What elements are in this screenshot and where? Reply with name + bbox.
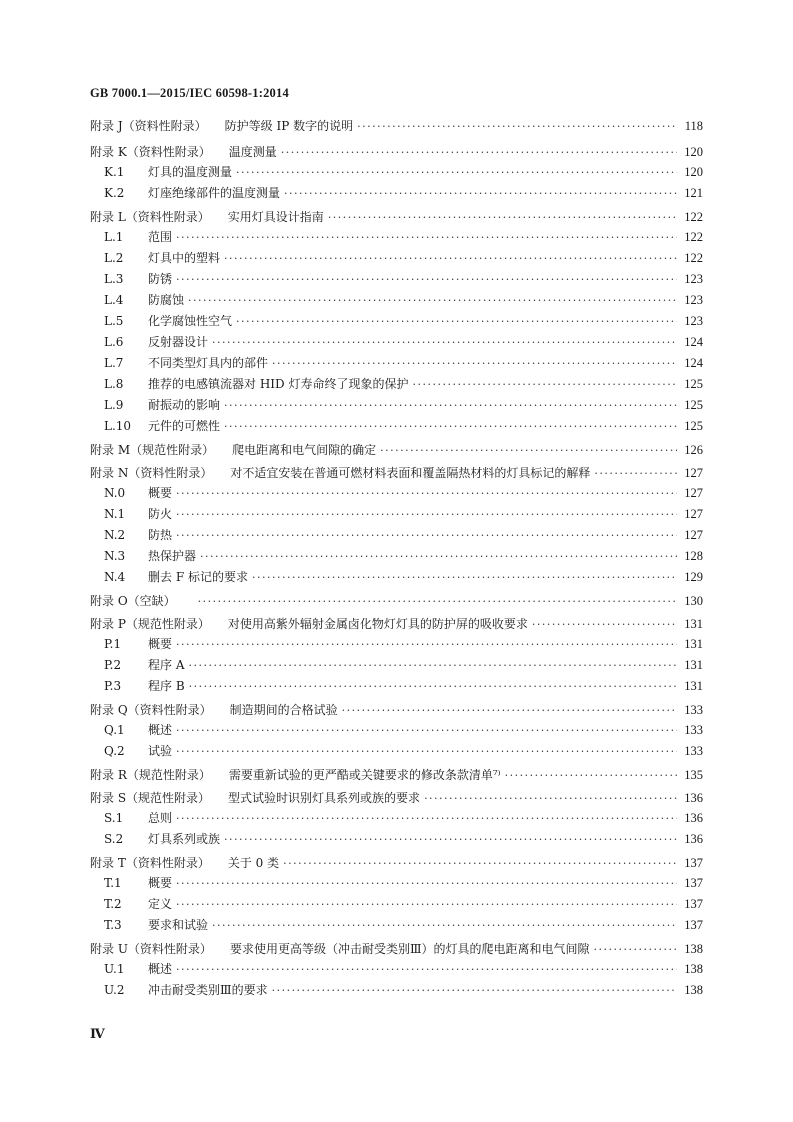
toc-subentry[interactable] (90, 896, 703, 917)
toc-page-number: 133 (684, 723, 703, 737)
toc-dot-leader (176, 486, 677, 502)
toc-entry-title: 要求使用更高等级（冲击耐受类别Ⅲ）的灯具的爬电距离和电气间隙 (229, 942, 590, 956)
toc-entry-number: P.3 (104, 679, 122, 693)
toc-entry-number: L.1 (104, 230, 124, 244)
toc-annex-entry[interactable] (90, 118, 703, 141)
toc-annex-entry[interactable] (90, 613, 703, 636)
toc-dot-leader (176, 897, 677, 913)
toc-page-number: 130 (684, 594, 703, 608)
toc-page-number: 137 (684, 856, 703, 870)
toc-entry-number: 附录 O（空缺） (90, 594, 176, 608)
toc-entry-number: S.2 (104, 832, 124, 846)
toc-dot-leader (176, 962, 677, 978)
toc-dot-leader (224, 251, 677, 267)
toc-entry-title: 试验 (148, 744, 173, 758)
toc-entry-title: 概述 (148, 723, 173, 737)
toc-entry-number: 附录 U（资料性附录） (90, 942, 212, 956)
toc-entry-number: 附录 M（规范性附录） (90, 443, 215, 457)
toc-dot-leader (176, 723, 677, 739)
toc-entry-number: P.1 (104, 637, 122, 651)
toc-entry-number: L.3 (104, 272, 124, 286)
toc-subentry[interactable] (90, 334, 703, 355)
toc-subentry[interactable] (90, 271, 703, 292)
toc-page-number: 131 (684, 637, 703, 651)
toc-entry-title: 爬电距离和电气间隙的确定 (232, 443, 377, 457)
toc-annex-entry[interactable] (90, 439, 703, 462)
toc-page-number: 137 (684, 876, 703, 890)
toc-subentry[interactable] (90, 569, 703, 590)
toc-entry-number: Q.1 (104, 723, 125, 737)
toc-page-number: 118 (684, 119, 703, 133)
toc-entry-title: 防锈 (148, 272, 173, 286)
toc-page-number: 129 (684, 570, 703, 584)
toc-subentry[interactable] (90, 229, 703, 250)
toc-page-number: 128 (684, 549, 703, 563)
toc-page-number: 135 (684, 768, 703, 782)
toc-dot-leader (236, 165, 677, 181)
toc-entry-number: 附录 N（资料性附录） (90, 466, 213, 480)
toc-page-number: 126 (684, 443, 703, 457)
toc-page-number: 122 (684, 230, 703, 244)
toc-page-number: 120 (684, 165, 703, 179)
toc-dot-leader (380, 443, 677, 459)
toc-page-number: 124 (684, 356, 703, 370)
toc-entry-number: T.3 (104, 918, 122, 932)
toc-page-number: 133 (684, 744, 703, 758)
toc-subentry[interactable] (90, 678, 703, 699)
toc-entry-title: 元件的可燃性 (148, 419, 221, 433)
toc-entry-title: 热保护器 (148, 549, 197, 563)
table-of-contents (90, 118, 703, 1003)
toc-subentry[interactable] (90, 164, 703, 185)
toc-dot-leader (328, 210, 677, 226)
toc-page-number: 136 (684, 811, 703, 825)
toc-entry-title: 冲击耐受类别Ⅲ的要求 (148, 983, 268, 997)
toc-dot-leader (224, 419, 677, 435)
toc-subentry[interactable] (90, 743, 703, 764)
toc-entry-number: 附录 J（资料性附录） (90, 119, 207, 133)
toc-dot-leader (424, 791, 677, 807)
toc-entry-title: 概要 (148, 876, 173, 890)
toc-dot-leader (594, 466, 677, 482)
toc-dot-leader (342, 703, 677, 719)
toc-dot-leader (236, 314, 677, 330)
toc-dot-leader (212, 918, 677, 934)
toc-annex-entry[interactable] (90, 206, 703, 229)
document-header: GB 7000.1—2015/IEC 60598-1:2014 (90, 86, 289, 100)
toc-entry-number: 附录 L（资料性附录） (90, 210, 210, 224)
toc-page-number: 131 (684, 679, 703, 693)
toc-entry-title: 型式试验时识别灯具系列或族的要求 (228, 791, 421, 805)
toc-entry-title: 需要重新试验的更严酷或关键要求的修改条款清单⁷⁾ (228, 768, 501, 782)
toc-dot-leader (188, 658, 677, 674)
toc-entry-number: K.1 (104, 165, 125, 179)
toc-dot-leader (200, 549, 677, 565)
toc-page-number: 123 (684, 293, 703, 307)
toc-page-number: 123 (684, 314, 703, 328)
toc-entry-title: 要求和试验 (148, 918, 209, 932)
toc-subentry[interactable] (90, 527, 703, 548)
toc-page-number: 138 (684, 962, 703, 976)
toc-page-number: 124 (684, 335, 703, 349)
toc-dot-leader (176, 272, 677, 288)
toc-dot-leader (212, 335, 677, 351)
toc-page-number: 136 (684, 791, 703, 805)
toc-entry-number: Q.2 (104, 744, 125, 758)
toc-entry-number: T.2 (104, 897, 122, 911)
toc-entry-number: N.1 (104, 507, 126, 521)
toc-subentry[interactable] (90, 376, 703, 397)
toc-page-number: 131 (684, 617, 703, 631)
toc-entry-title: 范围 (148, 230, 173, 244)
toc-page-number: 127 (684, 466, 703, 480)
toc-dot-leader (176, 744, 677, 760)
toc-subentry[interactable] (90, 982, 703, 1003)
toc-entry-title: 反射器设计 (148, 335, 209, 349)
toc-entry-number: N.3 (104, 549, 126, 563)
toc-annex-entry[interactable] (90, 141, 703, 164)
toc-entry-number: P.2 (104, 658, 122, 672)
toc-page-number: 136 (684, 832, 703, 846)
toc-entry-number: S.1 (104, 811, 124, 825)
toc-entry-number: N.2 (104, 528, 126, 542)
toc-entry-title: 程序 A (148, 658, 185, 672)
toc-annex-entry[interactable] (90, 764, 703, 787)
toc-dot-leader (189, 679, 677, 695)
toc-entry-title: 删去 F 标记的要求 (148, 570, 248, 584)
toc-entry-title: 实用灯具设计指南 (227, 210, 324, 224)
toc-subentry[interactable] (90, 185, 703, 206)
toc-entry-title: 推荐的电感镇流器对 HID 灯寿命终了现象的保护 (148, 377, 409, 391)
toc-page-number: 120 (684, 145, 703, 159)
toc-subentry[interactable] (90, 722, 703, 743)
toc-annex-entry[interactable] (90, 852, 703, 875)
toc-dot-leader (176, 507, 677, 523)
toc-entry-number: 附录 K（资料性附录） (90, 145, 211, 159)
toc-entry-number: 附录 R（规范性附录） (90, 768, 211, 782)
toc-annex-entry[interactable] (90, 590, 703, 613)
toc-entry-number: 附录 P（规范性附录） (90, 617, 210, 631)
toc-subentry[interactable] (90, 961, 703, 982)
toc-page-number: 122 (684, 251, 703, 265)
toc-subentry[interactable] (90, 418, 703, 439)
toc-entry-number: L.2 (104, 251, 124, 265)
toc-subentry[interactable] (90, 636, 703, 657)
toc-subentry[interactable] (90, 292, 703, 313)
toc-entry-title: 不同类型灯具内的部件 (148, 356, 269, 370)
toc-subentry[interactable] (90, 313, 703, 334)
toc-entry-number: U.1 (104, 962, 125, 976)
toc-entry-title: 防热 (148, 528, 173, 542)
toc-subentry[interactable] (90, 831, 703, 852)
toc-entry-number: L.9 (104, 398, 124, 412)
toc-entry-number: 附录 T（资料性附录） (90, 856, 210, 870)
toc-entry-number: K.2 (104, 186, 125, 200)
toc-entry-title: 耐振动的影响 (148, 398, 221, 412)
toc-dot-leader (412, 377, 677, 393)
toc-subentry[interactable] (90, 875, 703, 896)
toc-entry-title: 总则 (148, 811, 173, 825)
toc-subentry[interactable] (90, 355, 703, 376)
toc-subentry[interactable] (90, 506, 703, 527)
page-number: Ⅳ (90, 1026, 105, 1041)
toc-entry-number: L.7 (104, 356, 124, 370)
toc-page-number: 138 (684, 942, 703, 956)
toc-entry-number: N.0 (104, 486, 126, 500)
toc-subentry[interactable] (90, 250, 703, 271)
toc-entry-title: 灯具中的塑料 (148, 251, 221, 265)
toc-dot-leader (176, 528, 677, 544)
toc-entry-title: 防火 (148, 507, 173, 521)
toc-subentry[interactable] (90, 548, 703, 569)
toc-page-number: 137 (684, 918, 703, 932)
toc-entry-title: 制造期间的合格试验 (229, 703, 338, 717)
toc-entry-number: T.1 (104, 876, 122, 890)
toc-page-number: 125 (684, 419, 703, 433)
toc-dot-leader (176, 637, 677, 653)
toc-entry-title: 化学腐蚀性空气 (148, 314, 233, 328)
toc-entry-title: 关于 0 类 (227, 856, 280, 870)
toc-annex-entry[interactable] (90, 938, 703, 961)
toc-annex-entry[interactable] (90, 462, 703, 485)
toc-entry-number: L.10 (104, 419, 132, 433)
toc-entry-number: 附录 Q（资料性附录） (90, 703, 212, 717)
toc-dot-leader (281, 145, 677, 161)
toc-entry-number: L.8 (104, 377, 124, 391)
toc-page-number: 121 (684, 186, 703, 200)
toc-entry-title: 灯座绝缘部件的温度测量 (148, 186, 281, 200)
toc-entry-number: L.5 (104, 314, 124, 328)
toc-dot-leader (505, 768, 677, 784)
toc-entry-number: N.4 (104, 570, 126, 584)
toc-entry-title: 防腐蚀 (148, 293, 185, 307)
toc-entry-title: 概述 (148, 962, 173, 976)
toc-entry-title: 定义 (148, 897, 173, 911)
toc-page-number: 131 (684, 658, 703, 672)
toc-dot-leader (272, 356, 677, 372)
toc-entry-title: 概要 (148, 486, 173, 500)
toc-subentry[interactable] (90, 657, 703, 678)
toc-entry-number: 附录 S（规范性附录） (90, 791, 211, 805)
toc-entry-title: 灯具系列或族 (148, 832, 221, 846)
toc-entry-title: 温度测量 (228, 145, 277, 159)
toc-dot-leader (224, 398, 677, 414)
toc-dot-leader (283, 856, 677, 872)
toc-dot-leader (252, 570, 677, 586)
toc-page-number: 127 (684, 507, 703, 521)
toc-subentry[interactable] (90, 397, 703, 418)
toc-page-number: 125 (684, 377, 703, 391)
toc-dot-leader (176, 876, 677, 892)
toc-page-number: 127 (684, 528, 703, 542)
toc-dot-leader (284, 186, 677, 202)
toc-page-number: 125 (684, 398, 703, 412)
toc-dot-leader (176, 230, 677, 246)
toc-entry-title: 概要 (148, 637, 173, 651)
toc-dot-leader (224, 832, 677, 848)
toc-dot-leader (594, 942, 677, 958)
toc-subentry[interactable] (90, 810, 703, 831)
toc-dot-leader (272, 983, 677, 999)
toc-dot-leader (198, 594, 677, 610)
toc-subentry[interactable] (90, 485, 703, 506)
toc-entry-number: L.6 (104, 335, 124, 349)
toc-page-number: 123 (684, 272, 703, 286)
toc-subentry[interactable] (90, 917, 703, 938)
toc-dot-leader (357, 119, 677, 135)
toc-entry-title: 程序 B (148, 679, 185, 693)
toc-entry-number: U.2 (104, 983, 125, 997)
toc-entry-title: 灯具的温度测量 (148, 165, 233, 179)
toc-dot-leader (532, 617, 677, 633)
toc-entry-title: 对使用高紫外辐射金属卤化物灯灯具的防护屏的吸收要求 (227, 617, 528, 631)
toc-dot-leader (188, 293, 677, 309)
toc-page-number: 127 (684, 486, 703, 500)
toc-page-number: 137 (684, 897, 703, 911)
toc-page-number: 138 (684, 983, 703, 997)
toc-entry-number: L.4 (104, 293, 124, 307)
toc-entry-title: 对不适宜安装在普通可燃材料表面和覆盖隔热材料的灯具标记的解释 (230, 466, 591, 480)
toc-page-number: 133 (684, 703, 703, 717)
toc-dot-leader (176, 811, 677, 827)
toc-annex-entry[interactable] (90, 699, 703, 722)
toc-page-number: 122 (684, 210, 703, 224)
toc-annex-entry[interactable] (90, 787, 703, 810)
toc-entry-title: 防护等级 IP 数字的说明 (224, 119, 354, 133)
